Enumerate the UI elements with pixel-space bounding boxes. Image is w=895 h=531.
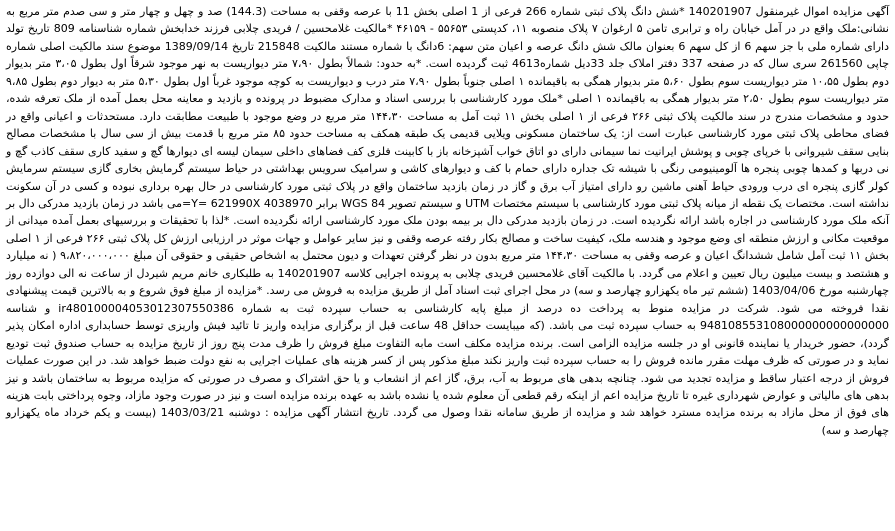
notice-text: آگهی مزایده اموال غیرمنقول 140201907 *شش دانگ پلاک ثبتی شماره 266 فرعی از 1 اصلی بخش 11 با عرصه وقفی به مساحت (144.3) صد و چهل و چهار متر و سی صدم متر مربع به نشانی:ملک واقع در در آمل خیابان راه و ترابری تامن ۵ ارغوان ۷ پلاک منصوبه ۱۱، کدپستی ۵۵۶۵۳ - ۴۶۱۵۹ *مالکیت غلامحسین / فریدی چلابی فرزند خدابخش شماره شناسنامه 809 تاریخ تولد دارای شماره ملی با جز سهم 6 از کل سهم 6 بعنوان مالک شش دانگ عرصه و اعیان متن سهم: 6دانگ با شماره مستند مالکیت 215848 تاریخ 1389/09/14 موضوع سند مالکیت اصلی شماره چاپی 261560 سری سال که در صفحه 337 دفتر املاک جلد 33دیل شماره4613 ثبت گردیده است. *به حدود: شمالاً بطول ۷،۹۰ متر دیواریست به نهر موجود شرقاً اول بطول ۳،۰۵ متر بدیوار دوم بطول ۱۰،۵۵ متر دیواریست سوم بطول ۵،۶۰ متر بدیوار همگی به باقیمانده ۱ اصلی جنوباً بطول ۷،۹۰ متر درب و دیواریست به کوچه موجود غرباً اول بطول ۵،۳۰ متر به دیوار دوم بطول ۹،۸۵ متر دیواریست سوم بطول ۲،۵۰ متر بدیوار همگی به باقیمانده ۱ اصلی *ملک مورد کارشناسی با بررسی اسناد و مدارک مضبوط در پرونده و بازدید و معاینه محل بعمل آمده از ملک تعرفه شده، حدود و مشخصات مندرج در سند مالکیت پلاک ثبتی ۲۶۶ فرعی از ۱ اصلی بخش ۱۱ ثبت آمل به مساحت ۱۴۴،۳۰ متر مربع در وضع موجود با طبیعت مطابقت دارد. مستحدثات و اعیانی واقع در فضای محاطی پلاک ثبتی مورد کارشناسی عبارت است از: یک ساختمان مسکونی ویلایی قدیمی یک طبقه همکف به مساحت حدود ۸۵ متر مربع با قدمت بیش از سی سال با مشخصات مصالح بنایی سقف شیروانی با خرپای چوبی و پوشش ایرانیت نما سیمانی دارای دو اتاق خواب آشپزخانه باز با کابینت فلزی کف فضاهای داخلی سیمان لیسه ای دیوارها گچ و سفید کاری سقف کاذب گچ و نی دربها و کمدها چوبی پنجره ها آلومینیومی رنگی با شیشه تک جداره دارای حمام با کف و دیوارهای کاشی و سرامیک سرویس بهداشتی در حیاط سیستم گرمایش بخاری گازی سیستم سرمایش کولر گازی پنجره ای درب ورودی حیاط آهنی ماشین رو دارای امتیاز آب برق و گاز در زمان بازدید ساختمان واقع در پلاک ثبتی مورد کارشناسی در حال بهره برداری نبوده و کسی در آن سکونت نداشته است. مختصات یک نقطه از میانه پلاک ثبتی مورد کارشناسی با سیستم مختصات UTM و سیستم تصویر WGS 84 برابر 4038970 Y= 621990X=می باشد در زمان بازدید مدرکی دال بر آنکه ملک مورد کارشناسی در اجاره باشد ارائه نگردیده است. در زمان بازدید مدرکی دال بر بیمه بودن ملک مورد کارشناسی ارائه نگردیده است. *لذا با تحقیقات و بررسیهای بعمل آمده میدانی از موقعیت مکانی و ارزش منطقه ای وضع موجود و هندسه ملک، کیفیت ساخت و مصالح بکار رفته عرصه وقفی و نیز سایر عوامل و جهات موثر در ارزیابی ارزش کل پلاک ثبتی ۲۶۶ فرعی از ۱ اصلی بخش ۱۱ ثبت آمل شامل ششدانگ اعیان و عرصه وقفی به مساحت ۱۴۴،۳۰ متر مربع بدون در نظر گرفتن تعهدات و دیون محتمل به اشخاص حقیقی و حقوقی آن مبلغ ۹،۸۲۰،۰۰۰،۰۰۰ ( نه میلیارد و هشتصد و بیست میلیون ریال تعیین و اعلام می گردد. با مالکیت آقای غلامحسین فریدی چلابی به پرونده اجرایی کلاسه 140201907 به طلبکاری خانم مریم شیردل از ساعت نه الی دوازده روز چهارشنبه مورخ 1403/04/06 (ششم تیر ماه یکهزارو چهارصد و سه) در محل اجرای ثبت اسناد آمل از طریق مزایده به فروش می رسد. *مزایده از مبلغ فوق شروع و به بالاترین قیمت پیشنهادی نقدا فروخته می شود. شرکت در مزایده منوط به پرداخت ده درصد از مبلغ پایه کارشناسی به حساب سپرده ثبت به شماره ir480100004053012307550386 و شناسه 948108553108000000000000000 به حساب سپرده ثبت می باشد. (که میبایست حداقل 48 ساعت قبل از برگزاری مزایده واریز تا تائید فیش واریزی توسط حسابداری اداره امکان پذیر گردد)، حضور خریدار یا نماینده قانونی او در جلسه مزایده الزامی است. برنده مزایده مکلف است مابه التفاوت مبلغ فروش را ظرف مدت پنج روز از تاریخ مزایده به حساب صندوق ثبت تودیع نماید و در صورتی که ظرف مهلت مقرر مانده فروش را به حساب سپرده ثبت واریز نکند مبلغ مذکور پس از کسر هزینه های عملیات اجرایی به نفع دولت ضبط خواهد شد. در این صورت عملیات فروش از درجه اعتبار ساقط و مزایده تجدید می شود. چنانچه بدهی های مربوط به آب، برق، گاز اعم از انشعاب و یا حق اشتراک و مصرف در صورتی که مزایده مربوط به ساختمان باشد و نیز بدهی های مالیاتی و عوارض شهرداری غیره تا تاریخ مزایده اعم از اینکه رقم قطعی آن معلوم شده یا نشده باشد به عهده برنده مزایده است و نیز در صورت وجود مازاد، وجوه پرداختی بابت هزینه های فوق از محل مازاد به برنده مزایده مسترد خواهد شد و مزایده از طریق سامانه نقدا وصول می گردد. تاریخ انتشار آگهی مزایده : دوشنبه 1403/03/21 (بیست و یکم خرداد ماه یکهزارو چهارصد و سه) <box>6 5 890 437</box>
